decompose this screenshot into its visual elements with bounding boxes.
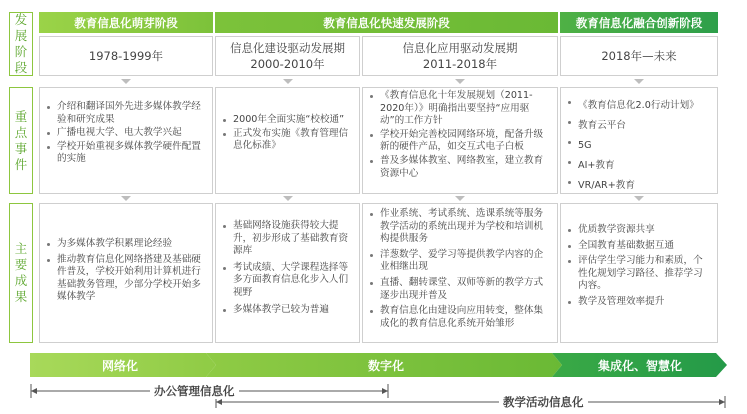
bottom-stage-networking: 网络化 [101,358,138,373]
bottom-stage-smart: 集成化、智慧化 [597,358,682,373]
results-cell-4 [560,203,718,343]
stage-header-sprout [39,12,213,33]
axis-label-office: 办公管理信息化 [150,383,239,399]
event-item: 普及多媒体教室、网络教室，建立教育资源中心 [363,155,549,180]
events-cell-4 [560,87,718,194]
result-item: 作业系统、考试系统、选课系统等服务教学活动的系统出现并为学校和培训机构提供服务 [363,208,549,246]
event-item: 2000年全面实施“校校通” [216,114,353,127]
stage-header-fusion-label: 教育信息化融合创新阶段 [575,15,703,30]
event-item: 《教育信息化十年发展规划（2011-2020年）》明确指出要坚持“应用驱动”的工作方针 [363,90,549,128]
event-item: 学校开始完善校园网络环境，配备升级新的硬件产品，如交互式电子白板 [363,129,549,154]
result-item: 全国教育基础数据互通 [561,240,711,253]
chevron-down-icon [121,79,131,84]
events-cell-2 [215,87,360,194]
row-label-events-text: 重点事件 [14,108,28,172]
result-item: 教育信息化由建设向应用转变，整体集成化的教育信息化系统开始雏形 [363,305,549,330]
result-item: 推动教育信息化网络搭建及基础硬件普及，学校开始利用计算机进行基础教务管理，少部分学校开始多媒体教学 [40,254,204,304]
result-item: 优质教学资源共享 [561,224,711,237]
period-3 [362,36,558,76]
event-item: AI+教育 [561,156,711,175]
chevron-down-icon [634,196,644,201]
result-item: 直播、翻转课堂、双师等新的教学方式逐步出现并普及 [363,277,549,302]
chevron-down-icon [455,79,465,84]
result-item: 多媒体教学已较为普遍 [216,304,353,317]
axis-label-teaching: 教学活动信息化 [499,394,588,410]
period-1-years: 1978-1999年 [88,49,164,63]
result-item: 评估学生学习能力和素质，个性化规划学习路径、推荐学习内容。 [561,255,711,293]
chevron-down-icon [121,196,131,201]
result-item: 洋葱数学、爱学习等提供教学内容的企业相继出现 [363,249,549,274]
event-item: 《教育信息化2.0行动计划》 [561,96,711,115]
results-cell-2 [215,203,360,343]
result-item: 教学及管理效率提升 [561,296,711,309]
event-item: 学校开始重视多媒体教学硬件配置的实施 [40,141,206,166]
events-cell-1 [39,87,213,194]
row-label-results-text: 主要成果 [14,241,28,304]
chevron-down-icon [634,79,644,84]
result-item: 基础网络设施获得较大提升，初步形成了基础教育资源库 [216,220,353,258]
stage-header-rapid [215,12,558,33]
stage-header-fusion [560,12,718,33]
event-item: 广播电视大学、电大教学兴起 [40,127,206,140]
event-item: 介绍和翻译国外先进多媒体教学经验和研究成果 [40,101,206,126]
chevron-down-icon [283,196,293,201]
events-cell-3 [362,87,558,194]
event-item: VR/AR+教育 [561,176,711,195]
period-1 [39,36,213,76]
period-3-title: 信息化应用驱动发展期 [402,41,518,55]
result-item: 考试成绩、大学课程选择等多方面教育信息化步入人们视野 [216,262,353,300]
period-2 [215,36,360,76]
period-2-years: 2000-2010年 [250,57,325,71]
chevron-down-icon [283,79,293,84]
event-item: 教育云平台 [561,116,711,135]
period-3-years: 2011-2018年 [422,57,498,71]
bottom-stage-digital: 数字化 [367,358,404,373]
event-item: 5G [561,136,711,155]
row-label-stage [9,12,33,76]
event-item: 正式发布实施《教育管理信息化标准》 [216,128,353,153]
timeline-brackets [30,380,727,410]
row-label-events [9,87,33,194]
period-2-title: 信息化建设驱动发展期 [230,41,345,55]
stage-header-rapid-label: 教育信息化快速发展阶段 [323,15,450,30]
result-item: 为多媒体教学积累理论经验 [40,238,204,251]
period-4 [560,36,718,76]
results-cell-1 [39,203,213,343]
chevron-down-icon [455,196,465,201]
period-4-years: 2018年—未来 [601,49,677,63]
row-label-results [9,203,33,343]
results-cell-3 [362,203,558,343]
row-label-stage-text: 发展阶段 [14,12,28,75]
stage-header-sprout-label: 教育信息化萌芽阶段 [74,15,178,30]
